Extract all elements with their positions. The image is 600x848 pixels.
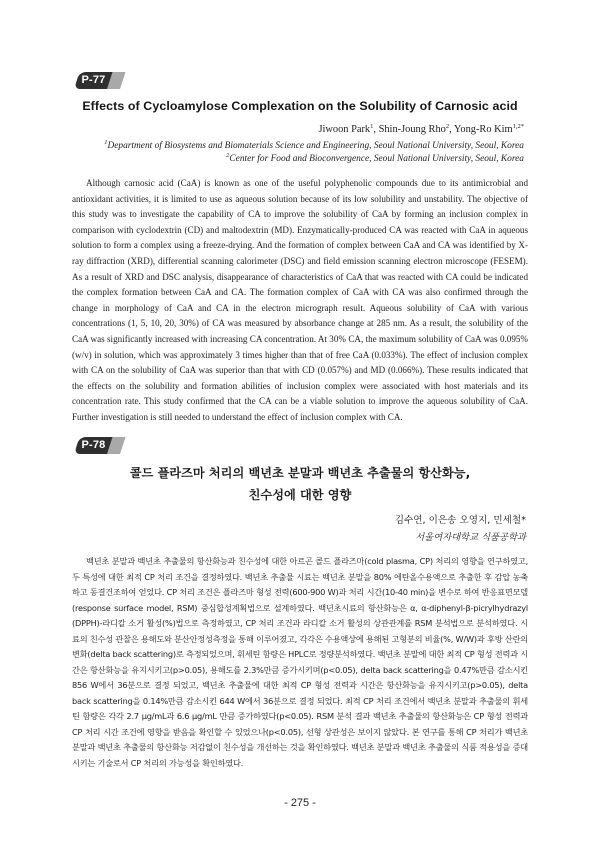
author-name: Yong-Ro Kim — [453, 124, 513, 135]
tag-label: P-77 — [81, 74, 106, 86]
affiliation-line — [104, 141, 524, 151]
abstract-title — [60, 462, 540, 506]
affiliation-line: 서울여자대학교 식품공학과 — [415, 532, 526, 543]
tag-label: P-78 — [81, 439, 106, 451]
author-affil-mark: 1 — [370, 123, 374, 130]
affil-text: Center for Food and Bioconvergence, Seoul National University, Seoul, Korea — [229, 154, 524, 164]
title-line: 친수성에 대한 영향 — [248, 488, 352, 502]
author-list: 김수연, 이은송 오영지, 민세철* — [394, 515, 526, 526]
author-name: Shin-Joung Rho — [378, 124, 446, 135]
affiliation-line — [226, 154, 524, 164]
affil-mark: 2 — [226, 152, 230, 159]
affil-text: Department of Biosystems and Biomaterials Science and Engineering, Seoul National University, Seoul, Korea — [107, 141, 524, 151]
affil-mark: 1 — [104, 139, 108, 146]
author-affil-mark: 1,2* — [512, 123, 524, 130]
page-number: - 275 - — [284, 797, 316, 809]
author-name: Jiwoon Park — [318, 124, 371, 135]
abstract-body: 백년초 분말과 백년초 추출물의 항산화능과 친수성에 대한 아르곤 콜드 플라즈마(cold plasma, CP) 처리의 영향을 연구하였고, 두 특성에 대한 최적 CP 처리 조건을 결정하였다. 백년초 추출물 시료는 백년초 분말을 80% 에탄올수용액으로 추출한 후 감압 농축하고 동결건조하여 얻었다. CP 처리 조건은 플라즈마 형성 전력(600-900 W)과 처리 시간(10-40 min)을 변수로 하여 반응표면모델(response surface model, RSM) 중심합성계획법으로 설계하였다. 백년초시료의 항산화능은 α, α-diphenyl-β-picrylhydrazyl (DPPH)-라디칼 소거 활성(%)법으로 측정하였고, CP 처리 조건과 라디칼 소거 활성의 상관관계를 RSM 분석법으로 분석하였다. 시료의 친수성 관찰은 용해도와 분산안정성측정을 통해 이루어졌고, 각각은 수용액상에 용해된 고형분의 비율(%, W/W)과 후방 산란의 변화(delta back scattering)로 측정되었으며, 휘세틴 함량은 HPLC로 정량분석하였다. 백년초 분말에 대한 최적 CP 형성 전력과 시간은 항산화능을 유지시키고(p>0.05), 용해도를 2.3%만큼 증가시키며(p<0.05), delta back scattering을 0.47%만큼 감소시킨 856 W에서 36분으로 결정 되었고, 백년초 추출물에 대한 최적 CP 형성 전력과 시간은 항산화능을 유지시키고(p>0.05), delta back scattering을 0.14%만큼 감소시킨 644 W에서 36분으로 결정 되었다. 최적 CP 처리 조건에서 백년초 분말과 추출물의 휘세틴 함량은 각각 2.7 μg/mL과 6.6 μg/mL 만큼 증가하였다(p<0.05). RSM 분석 결과 백년초 추출물의 항산화능은 CP 형성 전력과 CP 처리 시간 조건에 영향을 받음을 확인할 수 있었으나(p<0.05), 선형 상관성은 보이지 않았다. 본 연구를 통해 CP 처리가 백년초 분말과 백년초 추출물의 항산화능 저감없이 친수성을 개선하는 것을 확인하였다. 백년초 분말과 백년초 추출물의 식품 적용성을 증대시키는 기술로서 CP 처리의 가능성을 확인하였다. — [72, 556, 528, 768]
author-affil-mark: 2 — [445, 123, 450, 130]
abstract-body: Although carnosic acid (CaA) is known as one of the useful polyphenolic compounds due to its antimicrobial and antioxidant activities, it is limited to use as aqueous solution because of its low solubility and unstability. The objective of this study was to investigate the capability of CA to improve the solubility of CaA by forming an inclusion complex in comparison with cyclodextrin (CD) and maltodextrin (MD). Enzymatically-produced CA was reacted with CaA in aqueous solution to form a complex using a freeze-drying. And the formation of complex between CaA and CA was identified by X-ray diffraction (XRD), differential scanning calorimeter (DSC) and field emission scanning electron microscope (FESEM). As a result of XRD and DSC analysis, disappearance of characteristics of CaA that was reacted with CA could be indicated the complex formation between CaA and CA. The formation complex of CaA with CA was also confirmed through the change in morphology of CaA and CA in the electron micrograph result. Aqueous solubility of CaA with various concentrations (1, 5, 10, 20, 30%) of CA was measured by absorbance change at 285 nm. As a result, the solubility of the CaA was significantly increased with increasing CA concentration. At 30% CA, the maximum solubility of CaA was 0.095% (w/v) in solution, which was approximately 3 times higher than that of free CaA (0.033%). The effect of inclusion complex with CA on the solubility of CaA was superior than that with CD (0.057%) and MD (0.066%). These results indicated that the effects on the solubility and formation abilities of inclusion complex were associated with host materials and its concentration rate. This study confirmed that the CA can be a viable solution to improve the aqueous solubility of CaA. Further investigation is still needed to understand the effect of inclusion complex with CA. — [72, 178, 528, 422]
abstract-tag-badge — [74, 72, 120, 89]
abstract-tag-badge — [74, 437, 120, 454]
abstract-title: Effects of Cycloamylose Complexation on the Solubility of Carnosic acid — [82, 99, 518, 113]
author-list: Jiwoon Park$^1$, Shin-Joung Rho$^2$, Yong-Ro Kim$^{1,2*}$ — [318, 123, 524, 135]
title-line: 콜드 플라즈마 처리의 백년초 분말과 백년초 추출물의 항산화능, — [129, 466, 471, 480]
